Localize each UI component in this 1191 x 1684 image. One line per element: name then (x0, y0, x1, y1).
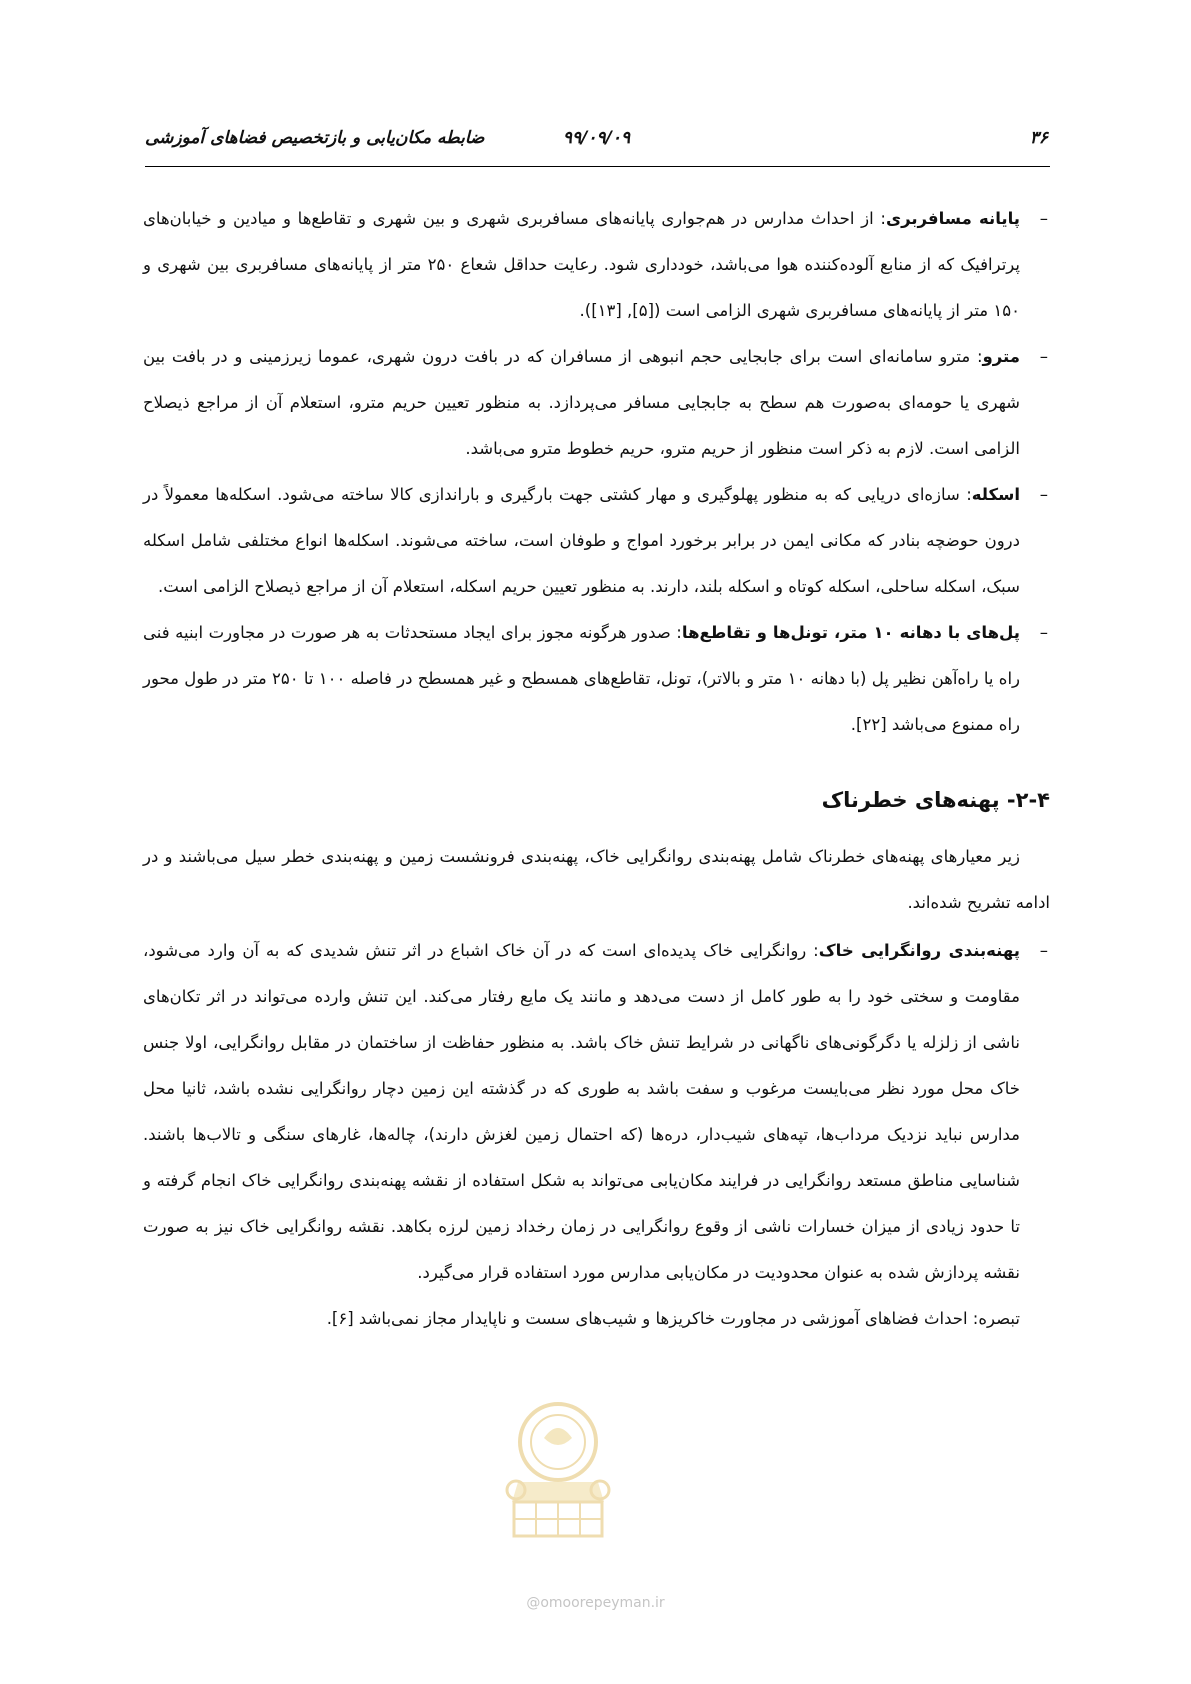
bullet-term: پایانه مسافربری (885, 209, 1020, 228)
section-intro: زیر معیارهای پهنه‌های خطرناک شامل پهنه‌بندی روانگرایی خاک، پهنه‌بندی فرونشست زمین و پهنه‌بندی خطر سیل می‌باشند و در ادامه تشریح شده‌اند. (143, 847, 1050, 912)
bullet-text: : سازه‌ای دریایی که به منظور پهلوگیری و مهار کشتی جهت بارگیری و باراندازی کالا ساخته می‌شود. اسکله‌ها معمولاً در درون حوضچه بنادر که مکانی ایمن در برابر برخورد امواج و طوفان است، ساخته می‌شوند. اسکله‌ها انواع مختلفی شامل اسکله سبک، اسکله ساحلی، اسکله کوتاه و اسکله بلند، دارند. به منظور تعیین حریم اسکله، استعلام آن از مراجع ذیصلاح الزامی است. (143, 485, 1020, 596)
document-title: ضابطه مکان‌یابی و بازتخصیص فضاهای آموزشی (145, 128, 485, 148)
running-header (145, 122, 1048, 158)
page-number: ۳۶ (1029, 128, 1048, 148)
bullet-metro (143, 334, 1050, 472)
bullet-term: پل‌های با دهانه ۱۰ متر، تونل‌ها و تقاطع‌ها (681, 623, 1020, 642)
bullet-text: : مترو سامانه‌ای است برای جابجایی حجم انبوهی از مسافران که در بافت درون شهری، عموما زیرزمینی و در بافت بین شهری یا حومه‌ای به‌صورت هم سطح به جابجایی مسافر می‌پردازد. به منظور تعیین حریم مترو، استعلام آن از مراجع ذیصلاح الزامی است. لازم به ذکر است منظور از حریم مترو، حریم خطوط مترو می‌باشد. (143, 347, 1020, 458)
document-date: ۹۹/۰۹/۰۹ (562, 128, 631, 148)
bullet-term: اسکله (971, 485, 1020, 504)
header-rule (145, 166, 1050, 167)
bullet-text: : صدور هرگونه مجوز برای ایجاد مستحدثات به هر صورت در مجاورت ابنیه فنی راه یا راه‌آهن نظیر پل (با دهانه ۱۰ متر و بالاتر)، تونل، تقاطع‌های همسطح و غیر همسطح در فاصله ۱۰۰ تا ۲۵۰ متر در طول محور راه ممنوع می‌باشد [۲۲]. (143, 623, 1020, 734)
bullet-bridges (143, 610, 1050, 748)
watermark-logo-icon (500, 1390, 616, 1550)
bullet-term: مترو (982, 347, 1020, 366)
note-paragraph: تبصره: احداث فضاهای آموزشی در مجاورت خاکریزها و شیب‌های سست و ناپایدار مجاز نمی‌باشد [۶]. (326, 1309, 1020, 1328)
bullet-terminal (143, 196, 1050, 334)
bullet-text: : از احداث مدارس در هم‌جواری پایانه‌های مسافربری شهری و بین شهری و تقاطع‌ها و میادین و خیابان‌های پرترافیک که از منابع آلوده‌کننده هوا می‌باشد، خودداری شود. رعایت حداقل شعاع ۲۵۰ متر از پایانه‌های مسافربری بین شهری و ۱۵۰ متر از پایانه‌های مسافربری شهری الزامی است ([۵], [۱۳]). (143, 209, 1020, 320)
watermark-url: @omoorepeyman.ir (526, 1595, 665, 1611)
bullet-text: : روانگرایی خاک پدیده‌ای است که در آن خاک اشباع در اثر تنش شدیدی که به آن وارد می‌شود، مقاومت و سختی خود را به طور کامل از دست می‌دهد و مانند یک مایع رفتار می‌کند. این تنش وارده می‌تواند در اثر تکان‌های ناشی از زلزله یا دگرگونی‌های ناگهانی در شرایط تنش خاک باشد. به منظور حفاظت از ساختمان در مقابل روانگرایی، اولا جنس خاک محل مورد نظر می‌بایست مرغوب و سفت باشد به طوری که در گذشته این زمین دچار روانگرایی نشده باشد، ثانیا محل مدارس نباید نزدیک مرداب‌ها، تپه‌های شیب‌دار، دره‌ها (که احتمال زمین لغزش دارند)، چاله‌ها، غارهای سنگی و تالاب‌ها باشند. شناسایی مناطق مستعد روانگرایی در فرایند مکان‌یابی می‌تواند به شکل استفاده از نقشه پهنه‌بندی روانگرایی خاک انجام گرفته و تا حدود زیادی از میزان خسارات ناشی از وقوع روانگرایی در زمان رخداد زمین لرزه بکاهد. نقشه روانگرایی خاک نیز به صورت نقشه پردازش شده به عنوان محدودیت در مکان‌یابی مدارس مورد استفاده قرار می‌گیرد. (143, 941, 1020, 1282)
body-content (143, 196, 1050, 1342)
bullet-pier (143, 472, 1050, 610)
bullet-liquefaction (143, 928, 1050, 1296)
bullet-term: پهنه‌بندی روانگرایی خاک (818, 941, 1020, 960)
section-heading: ۲-۴- پهنه‌های خطرناک (821, 788, 1050, 812)
